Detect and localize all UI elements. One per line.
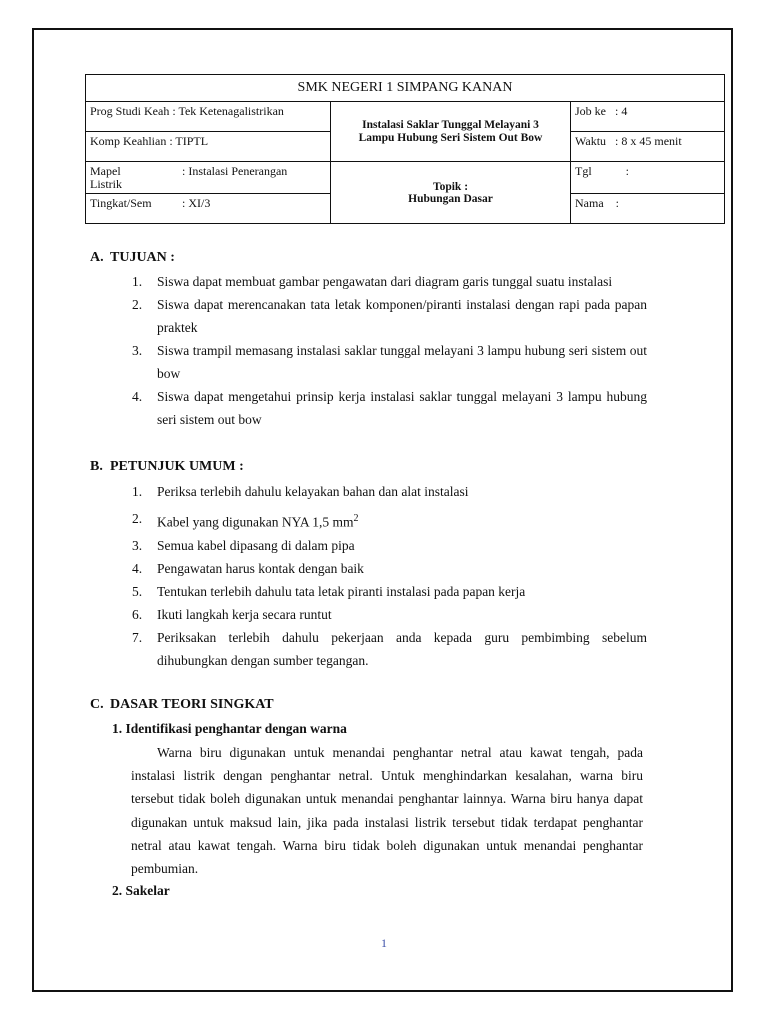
- mapel-value-2: Listrik: [90, 176, 122, 191]
- tingkat-value: : XI/3: [182, 196, 211, 211]
- section-c-title: DASAR TEORI SINGKAT: [110, 697, 274, 712]
- komp-keahlian-cell: Komp Keahlian : TIPTL: [86, 132, 331, 162]
- prog-studi-cell: Prog Studi Keah : Tek Ketenagalistrikan: [86, 102, 331, 132]
- subheading-identifikasi: 1. Identifikasi penghantar dengan warna: [112, 721, 347, 736]
- section-c-heading: [90, 697, 274, 713]
- list-item: 3. Siswa trampil memasang instalasi saklar tunggal melayani 3 lampu hubung seri sistem out bow: [132, 343, 647, 381]
- topik-value: Hubungan Dasar: [408, 192, 493, 205]
- list-item: 5. Tentukan terlebih dahulu tata letak piranti instalasi pada papan kerja: [132, 583, 526, 599]
- topik-cell: [331, 162, 571, 224]
- section-a-title: TUJUAN :: [110, 250, 175, 265]
- job-title-cell: [331, 102, 571, 162]
- mapel-value: : Instalasi Penerangan: [182, 164, 288, 178]
- list-item: 4. Siswa dapat mengetahui prinsip kerja instalasi saklar tunggal melayani 3 lampu hubung seri sistem out bow: [132, 389, 647, 427]
- school-name: SMK NEGERI 1 SIMPANG KANAN: [86, 75, 725, 102]
- section-a-letter: A.: [90, 250, 104, 265]
- tingkat-label: Tingkat/Sem: [90, 196, 152, 211]
- job-title-line2: Lampu Hubung Seri Sistem Out Bow: [358, 131, 543, 144]
- mapel-label: Mapel: [90, 164, 121, 178]
- paragraph-warna-biru: Warna biru digunakan untuk menandai penghantar netral atau kawat tengah, pada instalasi listrik dengan penghantar netral. Untuk menghindarkan kesalahan, warna biru tersebut tidak boleh digunakan untuk menandai penghantar lainnya. Warna biru hanya dapat digunakan untuk maksud lain, jika pada instalasi listrik tersebut tidak terdapat penghantar netral atau kawat tengah. Warna biru tidak boleh digunakan untuk menandai penghantar pembumian.: [131, 745, 643, 877]
- tgl-label: Tgl: [575, 164, 592, 178]
- list-item: 2. Kabel yang digunakan NYA 1,5 $mm^2$: [132, 511, 359, 530]
- mapel-cell: [86, 162, 331, 194]
- list-item: 1. Siswa dapat membuat gambar pengawatan dari diagram garis tunggal suatu instalasi: [132, 274, 613, 289]
- list-item: 6. Ikuti langkah kerja secara runtut: [132, 606, 332, 622]
- waktu-value: : 8 x 45 menit: [615, 134, 682, 148]
- section-c-letter: C.: [90, 697, 104, 712]
- job-title-line1: Instalasi Saklar Tunggal Melayani 3: [362, 119, 539, 132]
- page-number: 1: [381, 936, 387, 950]
- list-item: 4. Pengawatan harus kontak dengan baik: [132, 560, 364, 576]
- list-item: 7. Periksakan terlebih dahulu pekerjaan anda kepada guru pembimbing sebelum dihubungkan dengan sumber tegangan.: [132, 629, 647, 668]
- jobke-label: Job ke: [575, 104, 606, 118]
- petunjuk-list: [132, 480, 647, 672]
- nama-cell: [571, 194, 725, 224]
- section-a-heading: [90, 250, 175, 266]
- tgl-value: :: [625, 164, 630, 178]
- nama-value: :: [615, 196, 619, 211]
- tujuan-list: [132, 270, 647, 431]
- tingkat-cell: [86, 194, 331, 224]
- superscript-2: 2: [353, 513, 359, 524]
- topik-label: Topik :: [432, 180, 469, 193]
- waktu-cell: [571, 132, 725, 162]
- list-item: 2. Siswa dapat merencanakan tata letak komponen/piranti instalasi dengan rapi pada papan praktek: [132, 297, 647, 335]
- section-b-title: PETUNJUK UMUM :: [110, 459, 244, 474]
- nama-label: Nama: [575, 196, 604, 211]
- waktu-label: Waktu: [575, 134, 607, 148]
- jobke-value: : 4: [615, 104, 628, 118]
- section-b-heading: [90, 459, 244, 475]
- tgl-cell: [571, 162, 725, 194]
- subheading-sakelar: 2. Sakelar: [112, 883, 170, 898]
- jobke-cell: [571, 102, 725, 132]
- header-table: [85, 74, 725, 224]
- list-item: 3. Semua kabel dipasang di dalam pipa: [132, 537, 355, 553]
- section-b-letter: B.: [90, 459, 103, 474]
- list-item: 1. Periksa terlebih dahulu kelayakan bahan dan alat instalasi: [132, 484, 469, 499]
